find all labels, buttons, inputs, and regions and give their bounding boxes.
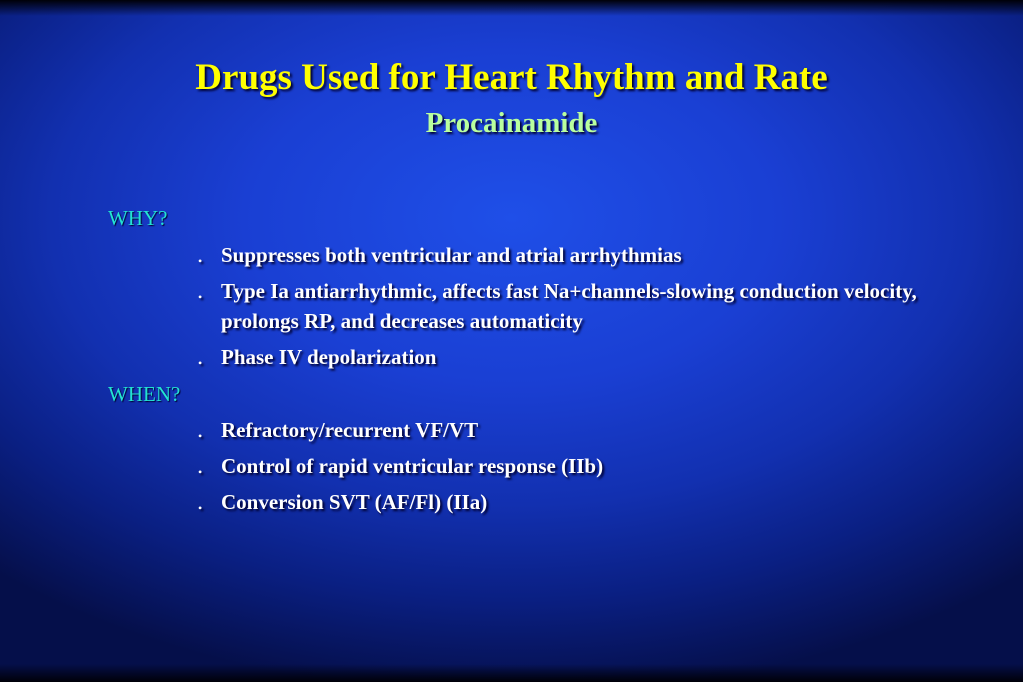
slide-title: Drugs Used for Heart Rhythm and Rate bbox=[195, 57, 828, 98]
bullet-icon: • bbox=[198, 290, 203, 304]
list-item bbox=[198, 342, 918, 372]
list-item bbox=[198, 276, 918, 336]
list-item-text: Suppresses both ventricular and atrial arrhythmias bbox=[221, 243, 682, 267]
bullet-icon: • bbox=[198, 429, 203, 443]
bullet-icon: • bbox=[198, 356, 203, 370]
bottom-edge-band bbox=[0, 664, 1023, 682]
list-item-text: Refractory/recurrent VF/VT bbox=[221, 418, 479, 442]
list-item-text: Conversion SVT (AF/Fl) (IIa) bbox=[221, 490, 488, 514]
list-item bbox=[198, 487, 918, 517]
list-item-text: Control of rapid ventricular response (IIb) bbox=[221, 454, 604, 478]
section-heading-why: WHY? bbox=[108, 206, 168, 230]
bullet-icon: • bbox=[198, 254, 203, 268]
list-item-text: Type Ia antiarrhythmic, affects fast Na+channels-slowing conduction velocity, prolongs RP, and decreases automaticity bbox=[221, 279, 917, 333]
bullet-icon: • bbox=[198, 465, 203, 479]
bullet-icon: • bbox=[198, 501, 203, 515]
list-item-text: Phase IV depolarization bbox=[221, 345, 437, 369]
section-heading-when: WHEN? bbox=[108, 382, 181, 406]
list-item bbox=[198, 415, 918, 445]
top-edge-band bbox=[0, 0, 1023, 16]
list-item bbox=[198, 240, 918, 270]
list-item bbox=[198, 451, 918, 481]
slide-subtitle: Procainamide bbox=[425, 107, 598, 139]
